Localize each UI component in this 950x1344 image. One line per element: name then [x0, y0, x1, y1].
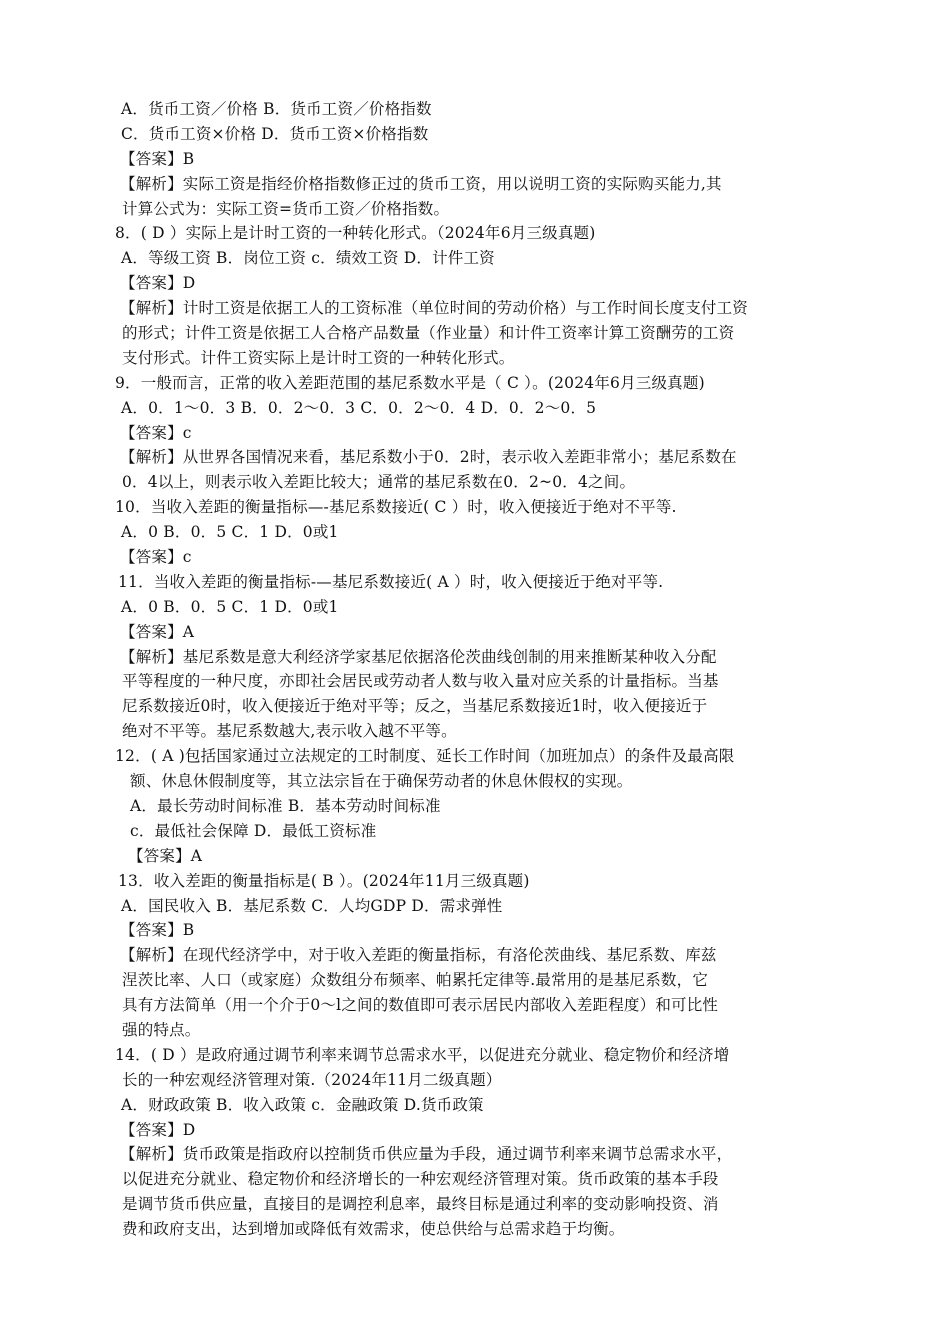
text-line: A．国民收入 B．基尼系数 C．人均GDP D．需求弹性 — [121, 896, 503, 915]
text-line: 11．当收入差距的衡量指标-—基尼系数接近( A ）时，收入便接近于绝对平等. — [118, 572, 664, 591]
document-page — [0, 97, 950, 1242]
text-line: 【解析】基尼系数是意大利经济学家基尼依据洛伦茨曲线创制的用来推断某种收入分配 — [120, 647, 717, 666]
text-line: 【答案】D — [120, 1120, 196, 1139]
text-line: A．0．1～0．3 B．0．2～0．3 C．0．2～0．4 D．0．2～0．5 — [121, 398, 597, 417]
text-line: 【答案】D — [120, 274, 196, 293]
text-line: 计算公式为：实际工资=货币工资／价格指数。 — [122, 199, 450, 218]
text-line: 【答案】A — [128, 846, 203, 865]
text-line: 【解析】计时工资是依据工人的工资标准（单位时间的劳动价格）与工作时间长度支付工资 — [120, 299, 749, 318]
text-line: 具有方法简单（用一个介于0～l之间的数值即可表示居民内部收入差距程度）和可比性 — [122, 996, 719, 1015]
text-line: 额、休息休假制度等，其立法宗旨在于确保劳动者的休息休假权的实现。 — [130, 772, 633, 791]
text-line: 是调节货币供应量，直接目的是调控利息率，最终目标是通过利率的变动影响投资、消 — [122, 1195, 719, 1214]
text-line: 8．( D ）实际上是计时工资的一种转化形式。（2024年6月三级真题) — [115, 224, 596, 243]
text-line: 长的一种宏观经济管理对策.（2024年11月二级真题） — [122, 1070, 502, 1089]
text-line: 费和政府支出，达到增加或降低有效需求，使总供给与总需求趋于均衡。 — [122, 1220, 625, 1239]
text-line: A．最长劳动时间标准 B．基本劳动时间标准 — [130, 796, 441, 815]
text-line: 【解析】实际工资是指经价格指数修正过的货币工资，用以说明工资的实际购买能力,其 — [120, 174, 722, 193]
text-line: 涅茨比率、人口（或家庭）众数组分布频率、帕累托定律等.最常用的是基尼系数，它 — [122, 971, 709, 990]
text-line: 的形式；计件工资是依据工人合格产品数量（作业量）和计件工资率计算工资酬劳的工资 — [122, 324, 735, 343]
text-line: 【答案】B — [120, 149, 195, 168]
text-line: 平等程度的一种尺度，亦即社会居民或劳动者人数与收入量对应关系的计量指标。当基 — [122, 672, 719, 691]
text-line: 【答案】c — [120, 423, 192, 442]
text-line: 【解析】从世界各国情况来看，基尼系数小于0．2时，表示收入差距非常小；基尼系数在 — [120, 448, 737, 467]
text-line: A．等级工资 B．岗位工资 c．绩效工资 D．计件工资 — [121, 249, 495, 268]
text-line: 12．( A )包括国家通过立法规定的工时制度、延长工作时间（加班加点）的条件及最高限 — [115, 747, 735, 766]
text-line: 【解析】在现代经济学中，对于收入差距的衡量指标，有洛伦茨曲线、基尼系数、库兹 — [120, 946, 717, 965]
text-line: A．0 B．0．5 C．1 D．0或1 — [121, 523, 339, 542]
text-line: 【答案】c — [120, 548, 192, 567]
text-line: 10．当收入差距的衡量指标—-基尼系数接近( C ）时，收入便接近于绝对不平等. — [115, 498, 677, 517]
text-line: C．货币工资×价格 D．货币工资×价格指数 — [121, 124, 429, 143]
text-line: 14．( D ）是政府通过调节利率来调节总需求水平，以促进充分就业、稳定物价和经济增 — [115, 1045, 730, 1064]
text-line: 0．4以上，则表示收入差距比较大；通常的基尼系数在0．2~0．4之间。 — [122, 473, 636, 492]
text-line: 【答案】A — [120, 622, 195, 641]
text-line: 绝对不平等。基尼系数越大,表示收入越不平等。 — [122, 722, 457, 741]
text-line: A．0 B．0．5 C．1 D．0或1 — [121, 597, 339, 616]
text-line: c．最低社会保障 D．最低工资标准 — [130, 821, 377, 840]
text-line: A．财政政策 B．收入政策 c．金融政策 D.货币政策 — [121, 1095, 484, 1114]
text-line: 13．收入差距的衡量指标是( B ）。(2024年11月三级真题) — [118, 871, 530, 890]
text-line: 尼系数接近0时，收入便接近于绝对平等；反之，当基尼系数接近1时，收入便接近于 — [122, 697, 708, 716]
text-line: 支付形式。计件工资实际上是计时工资的一种转化形式。 — [122, 348, 515, 367]
text-line: 【解析】货币政策是指政府以控制货币供应量为手段，通过调节利率来调节总需求水平， — [120, 1145, 733, 1164]
text-line: A．货币工资／价格 B．货币工资／价格指数 — [121, 100, 432, 118]
text-line: 强的特点。 — [122, 1020, 201, 1039]
text-line: 9．一般而言，正常的收入差距范围的基尼系数水平是（ C ）。(2024年6月三级真题) — [115, 373, 705, 392]
text-line: 【答案】B — [120, 921, 195, 940]
text-line: 以促进充分就业、稳定物价和经济增长的一种宏观经济管理对策。货币政策的基本手段 — [122, 1170, 719, 1189]
